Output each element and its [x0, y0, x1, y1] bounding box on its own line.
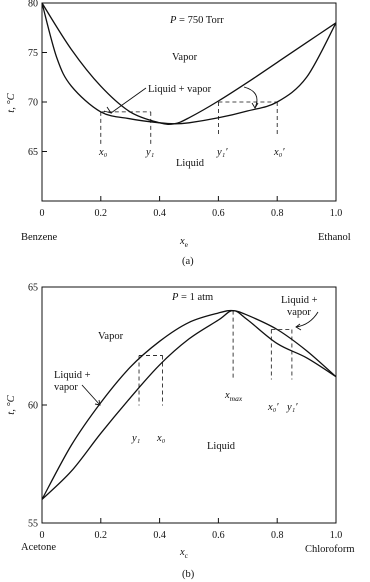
chart-b-label-x0: x₀ — [157, 433, 166, 444]
y-tick-label: 65 — [28, 282, 38, 294]
chart-a-label-y1: y₁ — [146, 147, 155, 158]
chart-b-right-component: Chloroform — [305, 544, 355, 555]
x-tick-label: 0.2 — [94, 208, 108, 219]
chart-b-arrow-left — [82, 385, 100, 405]
x-tick-label: 1.0 — [329, 208, 343, 219]
chart-b-panel-label: (b) — [182, 569, 195, 580]
chart-b-region-liquid: Liquid — [207, 441, 235, 452]
chart-a-y-ticks — [28, 0, 47, 158]
chart-b-region-liquid-vapor-right-line2: vapor — [287, 307, 311, 318]
chart-a-region-liquid-vapor: Liquid + vapor — [148, 84, 212, 95]
chart-a-label-x0: x₀ — [99, 147, 108, 158]
chart-b-label-x0-prime: x₀′ — [268, 402, 279, 413]
y-tick-label: 60 — [28, 400, 38, 412]
chart-b — [6, 283, 355, 581]
y-tick-label: 80 — [28, 0, 38, 10]
y-tick-label: 70 — [28, 97, 38, 109]
chart-a-arrowhead-left — [104, 107, 111, 113]
chart-a-region-vapor: Vapor — [172, 52, 198, 63]
chart-b-annotation: P = 1 atm — [172, 292, 214, 303]
chart-a-x-ticks — [40, 196, 343, 219]
chart-b-region-liquid-vapor-left-line1: Liquid + — [54, 370, 91, 381]
x-tick-label: 0.4 — [153, 208, 166, 219]
chart-a-ylabel: t, °C — [6, 93, 17, 113]
chart-b-xlabel: $x_c$ — [180, 547, 189, 560]
x-tick-label: 0.6 — [212, 530, 225, 541]
chart-a-region-liquid: Liquid — [176, 158, 204, 169]
chart-a-left-component: Benzene — [21, 232, 58, 243]
chart-b-label-xmax: $x_{max}$ — [225, 390, 243, 403]
x-tick-label: 0.6 — [212, 208, 225, 219]
chart-a-arrow-right — [244, 87, 257, 108]
chart-a-right-component: Ethanol — [318, 232, 351, 243]
x-tick-label: 0.4 — [153, 530, 166, 541]
chart-b-y-ticks — [28, 283, 47, 530]
chart-a-label-x0-prime: x₀′ — [274, 147, 285, 158]
x-tick-label: 0.8 — [270, 530, 284, 541]
x-tick-label: 0.2 — [94, 530, 108, 541]
chart-b-region-liquid-vapor-right-line1: Liquid + — [281, 295, 318, 306]
chart-b-label-y1-prime: y₁′ — [287, 402, 298, 413]
chart-a-panel-label: (a) — [182, 256, 194, 267]
chart-b-x-ticks — [40, 518, 343, 541]
chart-b-left-component: Acetone — [21, 542, 56, 553]
chart-b-label-y1: y₁ — [132, 433, 141, 444]
x-tick-label: 0 — [39, 208, 45, 219]
chart-a-label-y1-prime: y₁′ — [217, 147, 228, 158]
chart-b-ylabel: t, °C — [6, 395, 17, 415]
y-tick-label: 65 — [28, 147, 38, 158]
y-tick-label: 55 — [28, 518, 38, 530]
x-tick-label: 1.0 — [329, 530, 343, 541]
x-tick-label: 0 — [39, 530, 45, 541]
chart-a — [6, 0, 351, 267]
chart-a-xlabel: $x_e$ — [180, 236, 189, 249]
chart-a-arrowhead-right — [252, 103, 258, 108]
chart-b-region-vapor: Vapor — [98, 331, 124, 342]
chart-a-annotation: P = 750 Torr — [170, 15, 224, 26]
chart-b-region-liquid-vapor-left-line2: vapor — [54, 382, 78, 393]
y-tick-label: 75 — [28, 48, 38, 59]
x-tick-label: 0.8 — [270, 208, 284, 219]
